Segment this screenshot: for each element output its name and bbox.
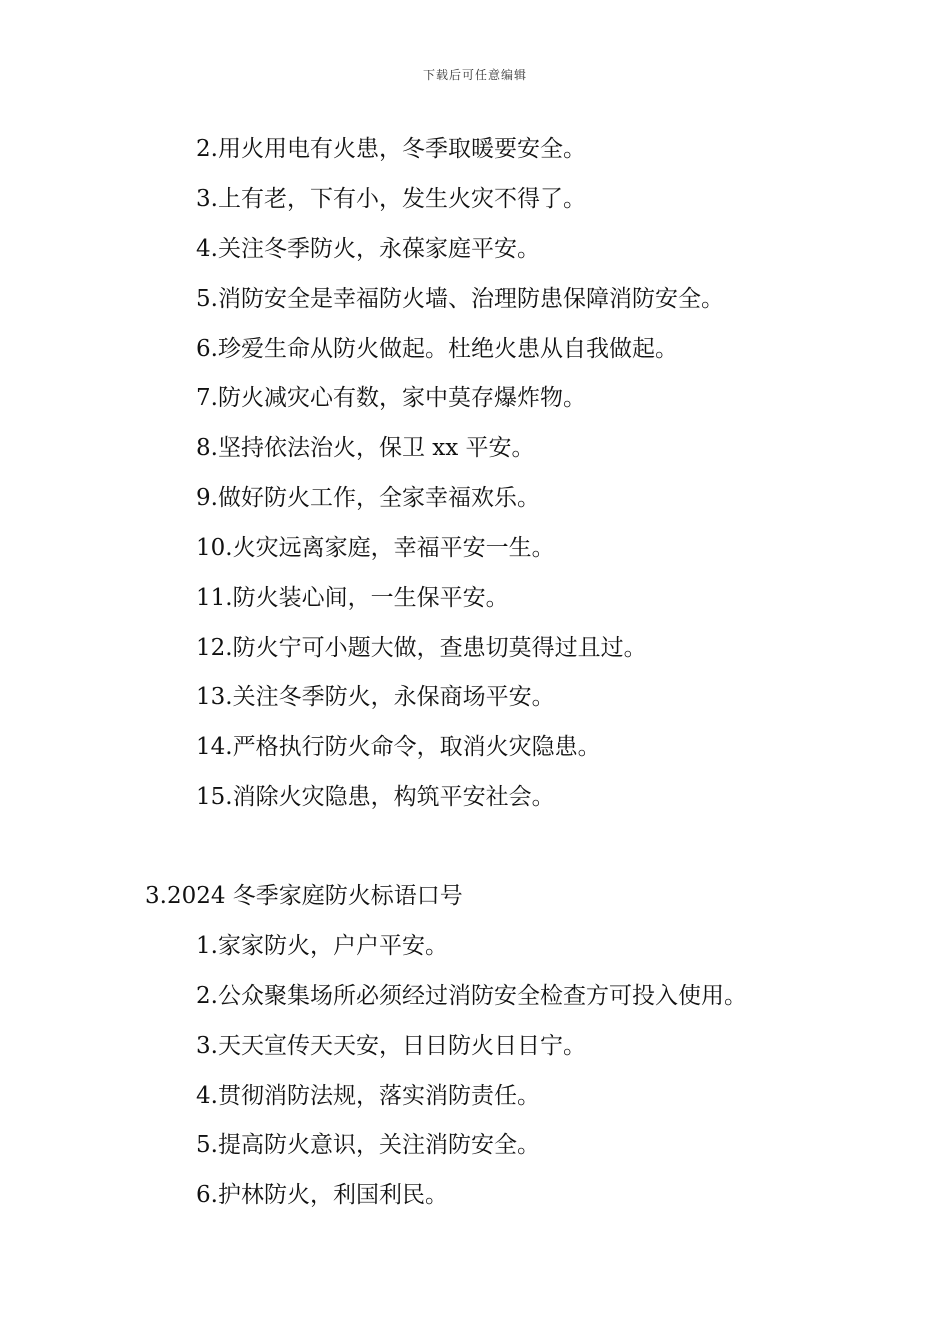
slogan-a-13: 13.关注冬季防火，永保商场平安。	[196, 684, 555, 710]
slogan-a-6: 6.珍爱生命从防火做起。杜绝火患从自我做起。	[196, 336, 678, 362]
slogan-b-5: 5.提高防火意识，关注消防安全。	[196, 1132, 540, 1158]
slogan-a-2: 2.用火用电有火患，冬季取暖要安全。	[196, 136, 586, 162]
slogan-b-4: 4.贯彻消防法规，落实消防责任。	[196, 1083, 540, 1109]
slogan-b-1: 1.家家防火，户户平安。	[196, 933, 448, 959]
slogan-b-6: 6.护林防火，利国利民。	[196, 1182, 448, 1208]
slogan-b-2: 2.公众聚集场所必须经过消防安全检查方可投入使用。	[196, 983, 747, 1009]
slogan-a-14: 14.严格执行防火命令，取消火灾隐患。	[196, 734, 601, 760]
slogan-a-3: 3.上有老，下有小，发生火灾不得了。	[196, 186, 586, 212]
slogan-a-5: 5.消防安全是幸福防火墙、治理防患保障消防安全。	[196, 286, 724, 312]
slogan-a-9: 9.做好防火工作，全家幸福欢乐。	[196, 485, 540, 511]
page-header: 下载后可任意编辑	[422, 68, 527, 82]
section-heading: 3.2024 冬季家庭防火标语口号	[145, 883, 463, 909]
slogan-a-7: 7.防火减灾心有数，家中莫存爆炸物。	[196, 385, 586, 411]
slogan-a-12: 12.防火宁可小题大做，查患切莫得过且过。	[196, 635, 647, 661]
slogan-a-4: 4.关注冬季防火，永葆家庭平安。	[196, 236, 540, 262]
slogan-b-3: 3.天天宣传天天安，日日防火日日宁。	[196, 1033, 586, 1059]
slogan-a-11: 11.防火装心间，一生保平安。	[196, 585, 509, 611]
slogan-a-8: 8.坚持依法治火，保卫 xx 平安。	[196, 435, 535, 461]
slogan-a-10: 10.火灾远离家庭，幸福平安一生。	[196, 535, 555, 561]
slogan-a-15: 15.消除火灾隐患，构筑平安社会。	[196, 784, 555, 810]
